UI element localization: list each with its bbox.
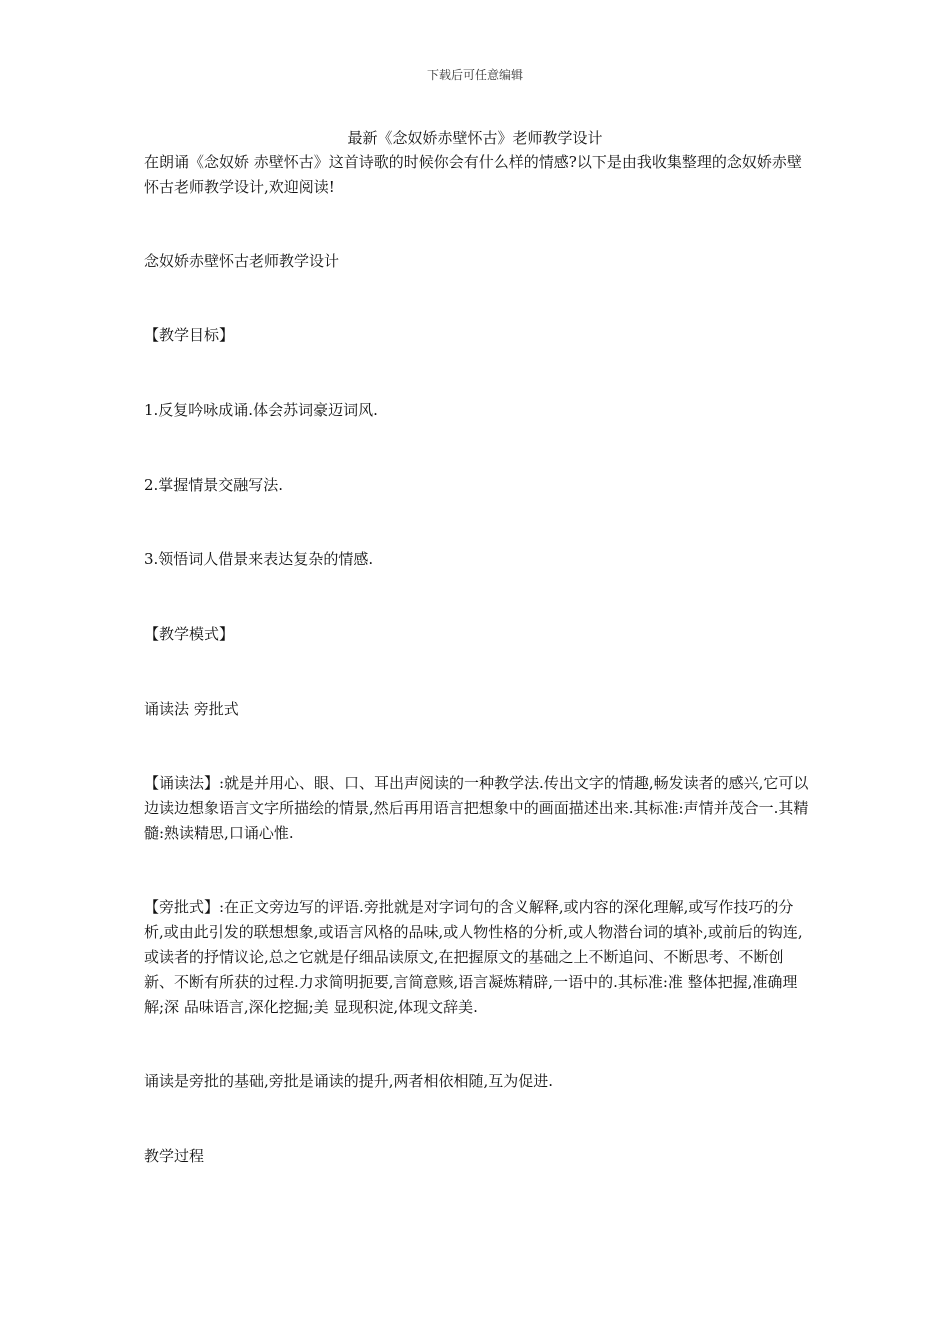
subtitle: 念奴娇赤壁怀古老师教学设计 — [144, 252, 340, 270]
recite-method-paragraph: 【诵读法】:就是并用心、眼、口、耳出声阅读的一种教学法.传出文字的情趣,畅发读者的感兴,它可以边读边想象语言文字所描绘的情景,然后再用语言把想象中的画面描述出来.其标准:声情并茂合一.其精髓:熟读精思,口诵心惟. — [144, 774, 809, 842]
teaching-mode-text: 诵读法 旁批式 — [144, 700, 239, 718]
relation-paragraph: 诵读是旁批的基础,旁批是诵读的提升,两者相依相随,互为促进. — [144, 1072, 554, 1090]
heading-teaching-process: 教学过程 — [144, 1147, 205, 1165]
intro-paragraph: 在朗诵《念奴娇 赤壁怀古》这首诗歌的时候你会有什么样的情感?以下是由我收集整理的念奴娇赤壁怀古老师教学设计,欢迎阅读! — [144, 153, 802, 196]
goal-item-3: 3.领悟词人借景来表达复杂的情感. — [144, 550, 374, 568]
goal-item-1: 1.反复吟咏成诵.体会苏词豪迈词风. — [144, 401, 378, 419]
heading-teaching-goals: 【教学目标】 — [144, 326, 235, 344]
document-title: 最新《念奴娇赤壁怀古》老师教学设计 — [347, 129, 603, 147]
header-note: 下载后可任意编辑 — [426, 68, 523, 82]
heading-teaching-mode: 【教学模式】 — [144, 625, 235, 643]
annotation-method-paragraph: 【旁批式】:在正文旁边写的评语.旁批就是对字词句的含义解释,或内容的深化理解,或写作技巧的分析,或由此引发的联想想象,或语言风格的品味,或人物性格的分析,或人物潜台词的填补,或前后的钩连,或读者的抒情议论,总之它就是仔细品读原文,在把握原文的基础之上不断追问、不断思考、不断创新、不断有所获的过程.力求简明扼要,言简意赅,语言凝炼精辟,一语中的.其标准:准 整体把握,准确理解;深 品味语言,深化挖掘;美 显现积淀,体现文辞美. — [144, 898, 803, 1016]
goal-item-2: 2.掌握情景交融写法. — [144, 476, 284, 494]
